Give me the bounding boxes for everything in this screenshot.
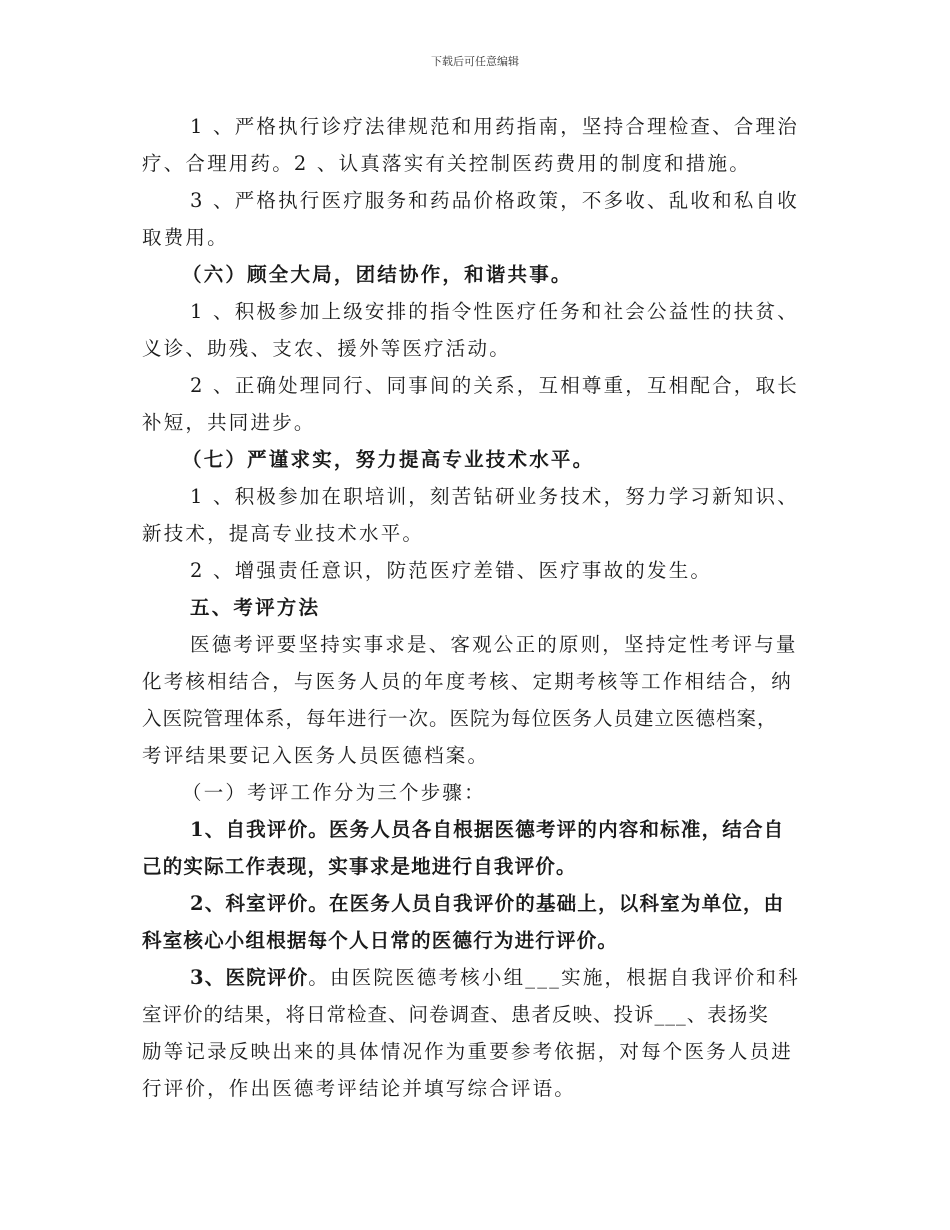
paragraph-line: 1 、积极参加上级安排的指令性医疗任务和社会公益性的扶贫、	[190, 300, 799, 323]
paragraph-line: 考评结果要记入医务人员医德档案。	[142, 744, 490, 767]
paragraph-line: 2、科室评价。在医务人员自我评价的基础上，以科室为单位，由	[190, 892, 785, 915]
step-title: 3、医院评价	[190, 966, 309, 989]
paragraph-line: 励等记录反映出来的具体情况作为重要参考依据，对每个医务人员进	[142, 1040, 794, 1063]
paragraph-line: 疗、合理用药。2 、认真落实有关控制医药费用的制度和措施。	[142, 152, 751, 175]
paragraph-line: 己的实际工作表现，实事求是地进行自我评价。	[142, 855, 577, 878]
section-heading: （一）考评工作分为三个步骤：	[182, 781, 486, 804]
paragraph-line: 新技术，提高专业技术水平。	[142, 522, 425, 545]
paragraph-line: 化考核相结合，与医务人员的年度考核、定期考核等工作相结合，纳	[142, 670, 794, 693]
chapter-heading: 五、考评方法	[190, 596, 321, 619]
paragraph-line: 2 、正确处理同行、同事间的关系，互相尊重，互相配合，取长	[190, 374, 799, 397]
paragraph-line: 入医院管理体系，每年进行一次。医院为每位医务人员建立医德档案，	[142, 707, 778, 730]
paragraph-line: 义诊、助残、支农、援外等医疗活动。	[142, 337, 511, 360]
paragraph-line: 取费用。	[142, 226, 229, 249]
paragraph-line	[142, 959, 812, 996]
section-heading: （六）顾全大局，团结协作，和谐共事。	[182, 263, 573, 286]
paragraph-line: 1 、积极参加在职培训，刻苦钻研业务技术，努力学习新知识、	[190, 485, 799, 508]
section-heading: （七）严谨求实，努力提高专业技术水平。	[182, 448, 595, 471]
step-text: 。由医院医德考核小组___实施，根据自我评价和科	[308, 966, 800, 989]
paragraph-line: 补短，共同进步。	[142, 411, 316, 434]
paragraph-line: 室评价的结果，将日常检查、问卷调查、患者反映、投诉___、表扬奖	[142, 1003, 769, 1026]
page-header: 下载后可任意编辑	[431, 55, 519, 68]
paragraph-line: 行评价，作出医德考评结论并填写综合评语。	[142, 1077, 577, 1100]
paragraph-line: 3 、严格执行医疗服务和药品价格政策，不多收、乱收和私自收	[190, 189, 799, 212]
paragraph-line: 医德考评要坚持实事求是、客观公正的原则，坚持定性考评与量	[190, 633, 798, 656]
paragraph-line: 1 、严格执行诊疗法律规范和用药指南，坚持合理检查、合理治	[190, 115, 799, 138]
paragraph-line: 2 、增强责任意识，防范医疗差错、医疗事故的发生。	[190, 559, 713, 582]
document-body	[142, 108, 812, 1107]
paragraph-line: 科室核心小组根据每个人日常的医德行为进行评价。	[142, 929, 619, 952]
paragraph-line: 1、自我评价。医务人员各自根据医德考评的内容和标准，结合自	[190, 818, 785, 841]
